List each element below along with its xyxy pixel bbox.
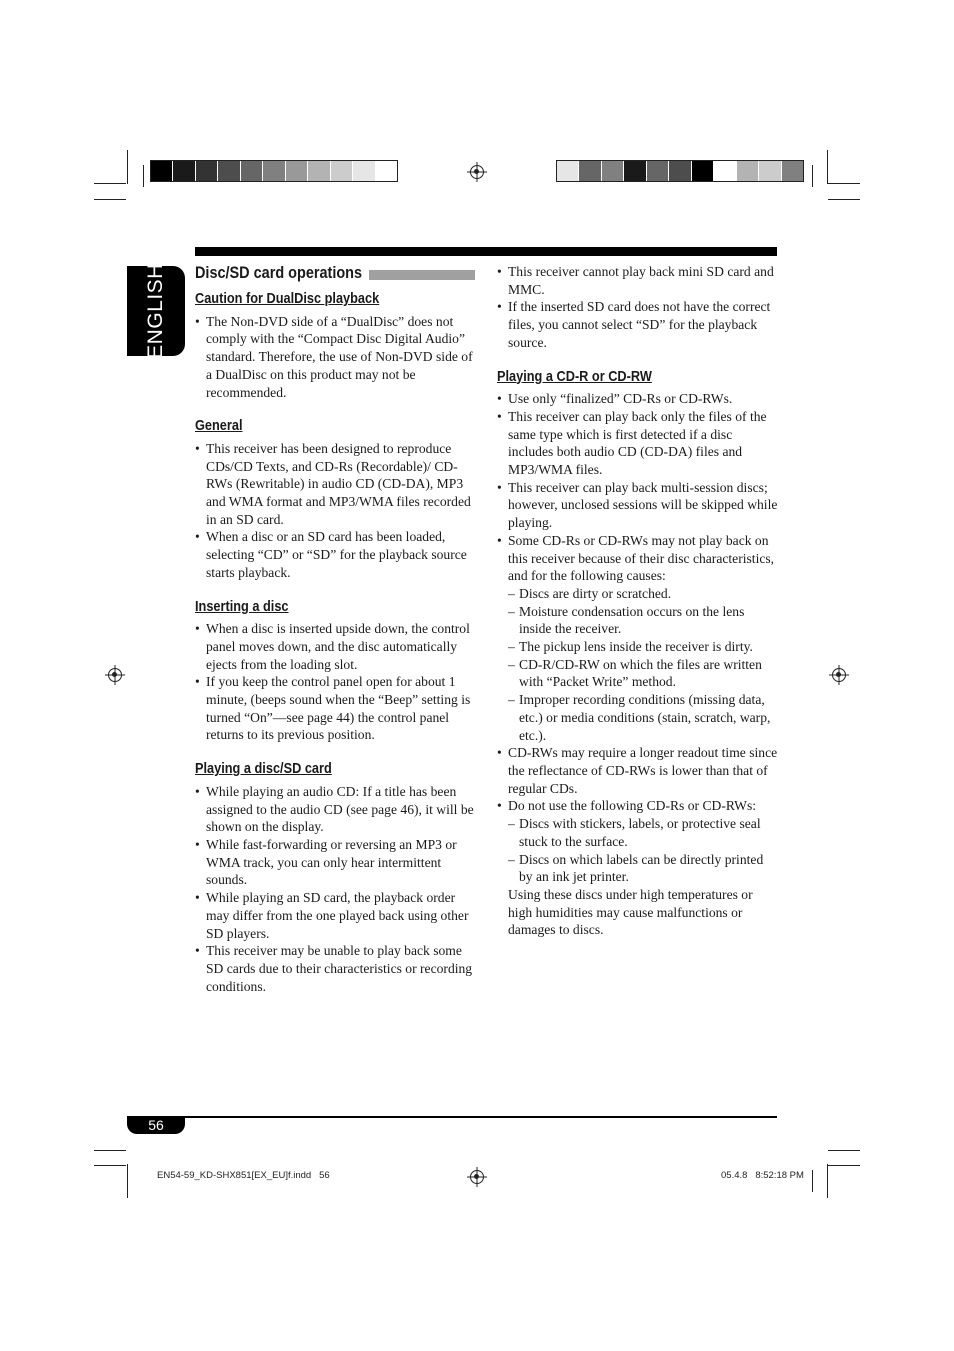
note-text: Using these discs under high temperatures or high humidities may cause malfunctions or damages to discs. [508,886,753,938]
crop-mark [94,199,126,200]
list-item: – CD-R/CD-RW on which the files are written with “Packet Write” method. [508,656,779,691]
right-column [497,263,779,939]
list-item: • While playing an audio CD: If a title has been assigned to the audio CD (see page 46), it will be shown on the display. [195,783,477,836]
list-item: • This receiver can play back only the files of the same type which is first detected if a disc includes both audio CD (CD-DA) files and MP3/WMA files. [497,408,779,479]
bullet-list [195,313,477,402]
list-item: • This receiver may be unable to play back some SD cards due to their characteristics or recording conditions. [195,942,477,995]
list-item: – Discs on which labels can be directly printed by an ink jet printer. [508,851,779,886]
registration-mark-icon [832,668,846,682]
color-swatch [353,161,375,181]
crop-mark [94,1165,126,1166]
list-item: – Improper recording conditions (missing data, etc.) or media conditions (stain, scratch, warp, etc.). [508,691,779,744]
registration-mark-icon [470,1170,484,1184]
color-swatch [151,161,173,181]
list-item: – Moisture condensation occurs on the lens inside the receiver. [508,603,779,638]
list-item: • Use only “finalized” CD-Rs or CD-RWs. [497,390,779,408]
crop-mark [94,1150,126,1151]
list-item: • This receiver cannot play back mini SD card and MMC. [497,263,779,298]
list-item: • While fast-forwarding or reversing an MP3 or WMA track, you can only hear intermittent sounds. [195,836,477,889]
footer-timestamp: 05.4.8 8:52:18 PM [721,1170,804,1181]
registration-mark-icon [470,165,484,179]
list-item [497,797,779,939]
list-item-text: Do not use the following CD-Rs or CD-RWs: [508,798,757,814]
subheading: General [195,417,243,435]
crop-mark [828,1165,860,1166]
crop-mark [812,165,813,187]
list-item [497,532,779,744]
color-swatch [602,161,624,181]
list-item: • This receiver can play back multi-session discs; however, unclosed sessions will be skipped while playing. [497,479,779,532]
color-swatch [669,161,691,181]
crop-mark [828,183,860,184]
color-swatch [759,161,781,181]
color-swatch [308,161,330,181]
bullet-list [497,390,779,939]
list-item: – The pickup lens inside the receiver is dirty. [508,638,779,656]
crop-mark [127,150,128,184]
crop-mark [812,1170,813,1192]
color-swatch [714,161,736,181]
bullet-list [195,440,477,582]
color-swatch [286,161,308,181]
color-swatch [557,161,579,181]
list-item: • The Non-DVD side of a “DualDisc” does not comply with the “Compact Disc Digital Audio” standard. Therefore, the use of Non-DVD side of a DualDisc on this product may not be recommended. [195,313,477,402]
bullet-list [195,783,477,995]
list-item: • If you keep the control panel open for about 1 minute, (beeps sound when the “Beep” setting is turned “On”—see page 44) the control panel returns to its previous position. [195,673,477,744]
color-swatch [376,161,397,181]
footer-rule [127,1116,777,1118]
list-item: • When a disc is inserted upside down, the control panel moves down, and the disc automatically ejects from the loading slot. [195,620,477,673]
color-calibration-bar-right [556,160,804,182]
crop-mark [94,183,126,184]
list-item: – Discs are dirty or scratched. [508,585,779,603]
crop-mark [127,1164,128,1198]
list-item: – Discs with stickers, labels, or protective seal stuck to the surface. [508,815,779,850]
subheading: Inserting a disc [195,597,289,615]
page-number: 56 [127,1116,185,1134]
color-calibration-bar-left [150,160,398,182]
color-swatch [331,161,353,181]
list-item: • While playing an SD card, the playback order may differ from the one played back using other SD players. [195,889,477,942]
color-swatch [737,161,759,181]
subheading: Playing a CD-R or CD-RW [497,367,652,385]
crop-mark [828,199,860,200]
left-column [195,290,477,995]
section-title [195,263,475,283]
list-item: • If the inserted SD card does not have the correct files, you cannot select “SD” for the playback source. [497,298,779,351]
subheading: Caution for DualDisc playback [195,290,380,307]
color-swatch [241,161,263,181]
color-swatch [692,161,714,181]
crop-mark [827,150,828,184]
crop-mark [827,1164,828,1198]
color-swatch [624,161,646,181]
bullet-list [497,263,779,352]
color-swatch [263,161,285,181]
section-heading: Disc/SD card operations [195,263,363,282]
subheading: Playing a disc/SD card [195,760,332,778]
color-swatch [173,161,195,181]
dash-list [508,815,779,886]
color-swatch [196,161,218,181]
color-swatch [218,161,240,181]
bullet-list [195,620,477,744]
list-item: • When a disc or an SD card has been loaded, selecting “CD” or “SD” for the playback source starts playback. [195,528,477,581]
header-rule [195,247,777,256]
color-swatch [782,161,803,181]
list-item-text: Some CD-Rs or CD-RWs may not play back on this receiver because of their disc characteristics, and for the following causes: [508,532,775,584]
list-item: • This receiver has been designed to reproduce CDs/CD Texts, and CD-Rs (Recordable)/ CD-RWs (Rewritable) in audio CD (CD-DA), MP3 and WMA format and MP3/WMA files recorded in an SD card. [195,440,477,529]
language-label: ENGLISH [144,263,167,359]
color-swatch [579,161,601,181]
list-item: • CD-RWs may require a longer readout time since the reflectance of CD-RWs is lower than that of regular CDs. [497,744,779,797]
footer-file-name: EN54-59_KD-SHX851[EX_EU]f.indd 56 [157,1170,330,1181]
color-swatch [647,161,669,181]
dash-list [508,585,779,744]
crop-mark [828,1150,860,1151]
title-bar [369,270,475,280]
registration-mark-icon [108,668,122,682]
crop-mark [143,165,144,187]
